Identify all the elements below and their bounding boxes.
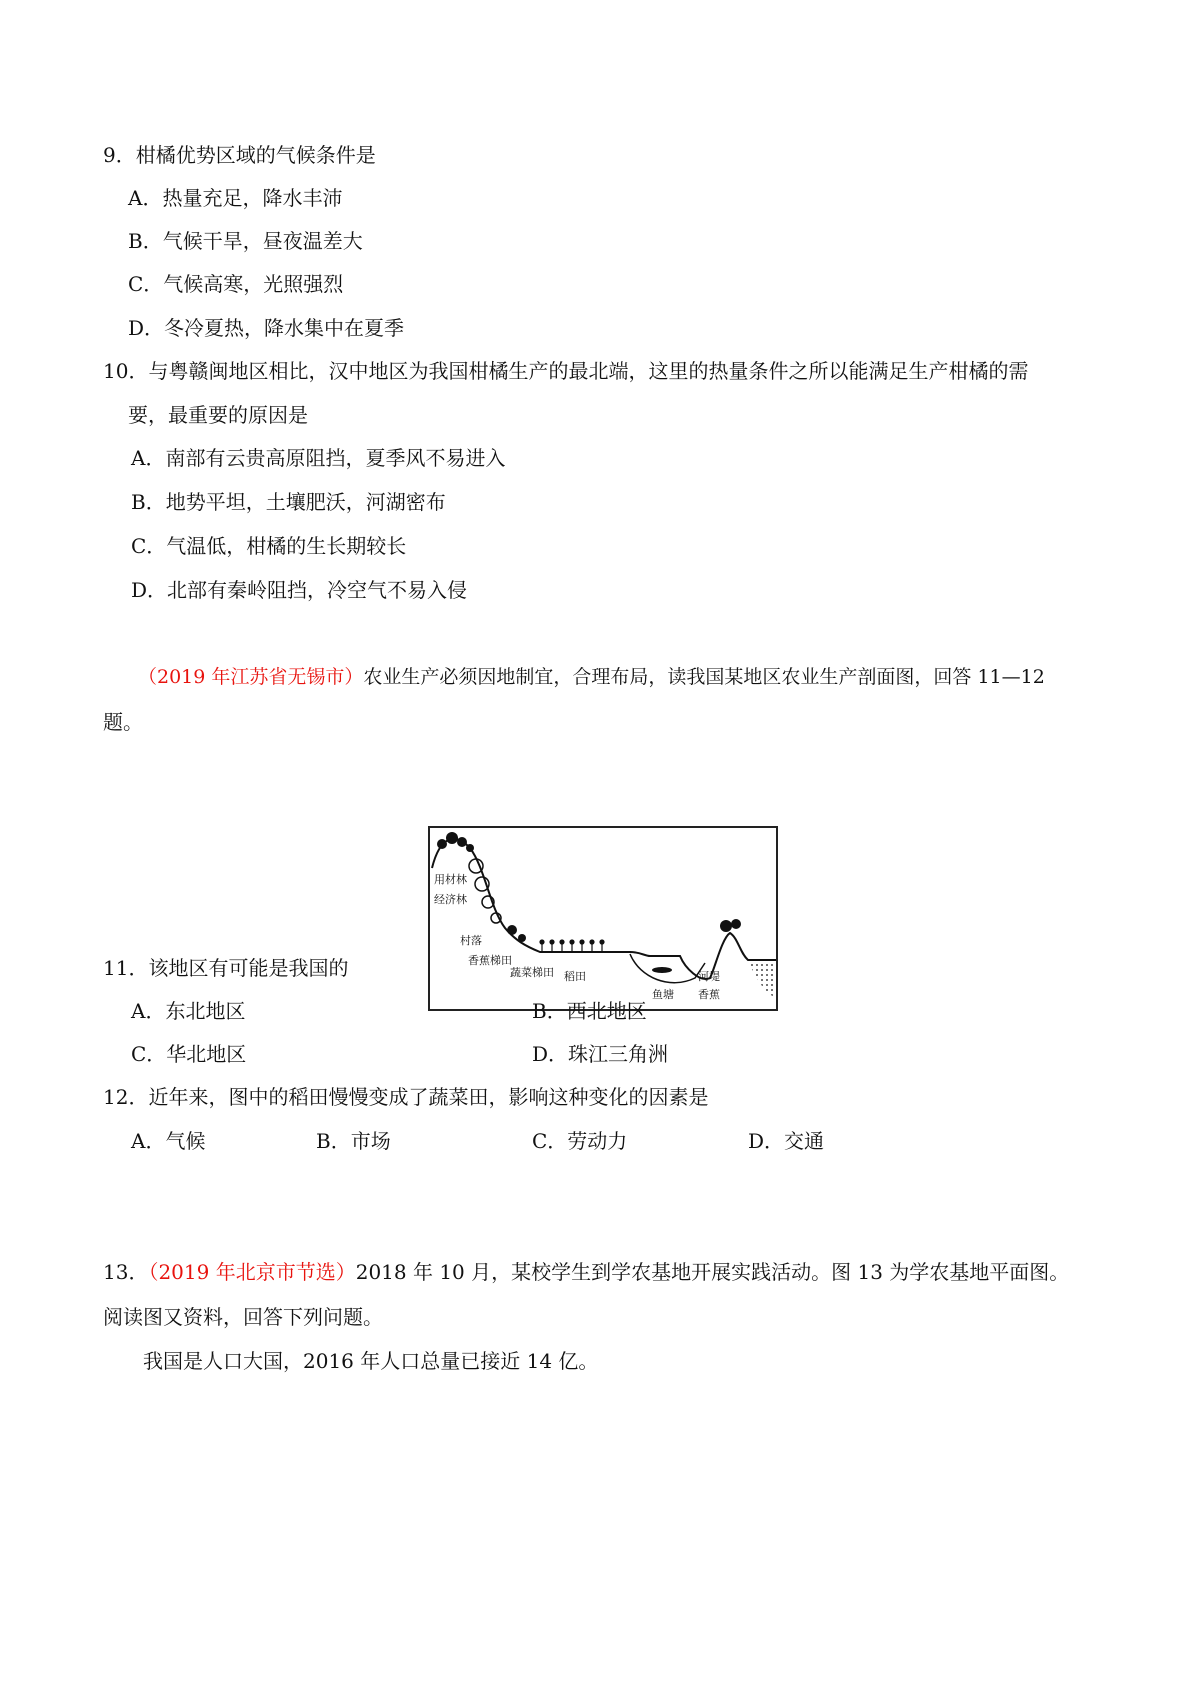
river-area (748, 960, 776, 998)
q12-stem: 12．近年来，图中的稻田慢慢变成了蔬菜田，影响这种变化的因素是 (103, 1085, 709, 1109)
label-village: 村落 (460, 934, 482, 947)
q13-number: 13． (103, 1260, 149, 1284)
label-levee: 河堤 (698, 970, 720, 983)
q10-option-a: A．南部有云贵高原阻挡，夏季风不易进入 (131, 446, 506, 470)
q11-option-c: C．华北地区 (131, 1042, 247, 1066)
label-banana-terrace: 香蕉梯田 (468, 954, 512, 967)
q13-source: （2019 年北京市节选） (148, 1260, 356, 1284)
label-timber-forest: 用材林 (434, 873, 467, 886)
q13-text: 2018 年 10 月，某校学生到学农基地开展实践活动。图 13 为学农基地平面图。 (355, 1260, 1070, 1284)
label-banana: 香蕉 (698, 988, 720, 1001)
q11-stem: 11．该地区有可能是我国的 (103, 956, 349, 980)
q9-option-b: B．气候干旱，昼夜温差大 (128, 229, 363, 253)
q11-option-d: D．珠江三角洲 (532, 1042, 669, 1066)
q12-option-a: A．气候 (131, 1129, 206, 1153)
q12-option-d: D．交通 (748, 1129, 825, 1153)
q9-option-c: C．气候高寒，光照强烈 (128, 272, 344, 296)
intro-11-12-line1 (138, 663, 1045, 691)
levee-banana-trees (720, 919, 741, 932)
q10-option-c: C．气温低，柑橘的生长期较长 (131, 534, 407, 558)
intro-text: 农业生产必须因地制宜，合理布局，读我国某地区农业生产剖面图，回答 11—12 (363, 666, 1045, 688)
intro-source: （2019 年江苏省无锡市） (138, 666, 364, 688)
q9-stem: 9．柑橘优势区域的气候条件是 (103, 143, 376, 167)
q10-stem-line1: 10．与粤赣闽地区相比，汉中地区为我国柑橘生产的最北端，这里的热量条件之所以能满足生产柑橘的需 (103, 359, 1029, 383)
intro-11-12-line2: 题。 (103, 710, 143, 734)
q13-line3: 我国是人口大国，2016 年人口总量已接近 14 亿。 (143, 1349, 599, 1373)
label-rice-field: 稻田 (564, 970, 586, 983)
agriculture-profile-figure (428, 826, 778, 1011)
economic-forest-trees (469, 859, 501, 923)
q10-option-d: D．北部有秦岭阻挡，冷空气不易入侵 (131, 578, 468, 602)
q13-line1 (103, 1258, 1069, 1286)
q12-option-c: C．劳动力 (532, 1129, 628, 1153)
q9-option-a: A．热量充足，降水丰沛 (128, 186, 343, 210)
q13-line2: 阅读图又资料，回答下列问题。 (103, 1305, 383, 1329)
q9-option-d: D．冬冷夏热，降水集中在夏季 (128, 316, 405, 340)
label-vegetable-terrace: 蔬菜梯田 (510, 966, 554, 979)
q11-option-a: A．东北地区 (131, 999, 246, 1023)
q11-option-b: B．西北地区 (532, 999, 647, 1023)
fish-shape (652, 967, 672, 973)
label-fish-pond: 鱼塘 (652, 988, 674, 1001)
label-economic-forest: 经济林 (434, 893, 467, 906)
q10-option-b: B．地势平坦，土壤肥沃，河湖密布 (131, 490, 446, 514)
timber-forest-trees (437, 832, 474, 852)
q12-option-b: B．市场 (316, 1129, 391, 1153)
profile-diagram (430, 828, 776, 1009)
rice-plants (540, 940, 604, 952)
q10-stem-line2: 要，最重要的原因是 (128, 403, 308, 427)
